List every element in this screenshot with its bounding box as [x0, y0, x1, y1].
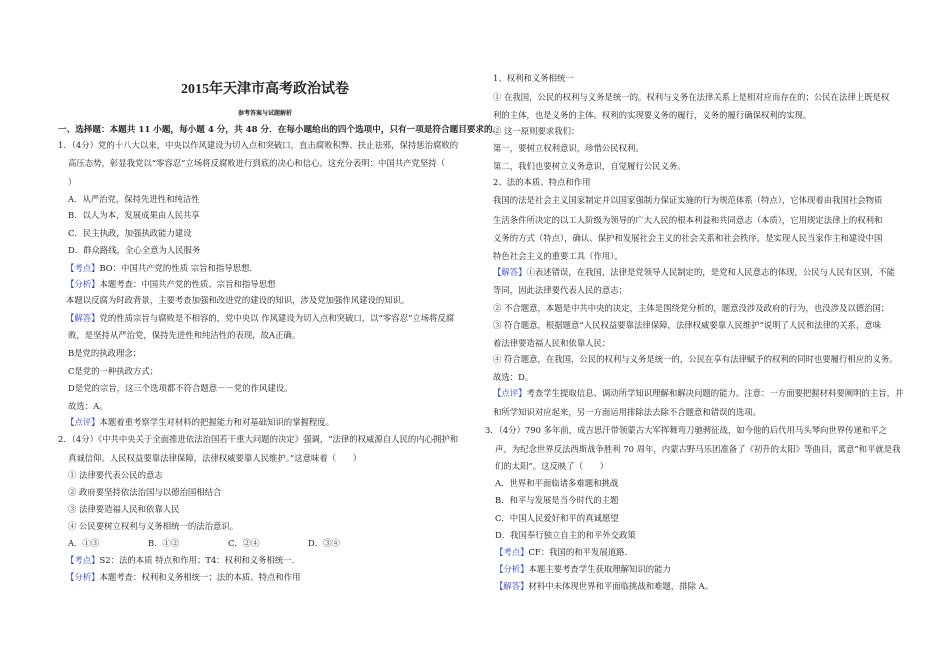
line-text: ①表述错误，在我国，法律是党领导人民制定的，是党和人民意志的体现，公民与人民有区别，不能: [526, 267, 895, 277]
line-text: ② 不合题意，本题是中共中央的决定，主体是围绕党分析的，题意没涉及政府的行为，也没涉及以德治国；: [493, 303, 890, 313]
text-line: [493, 195, 882, 205]
text-line: [493, 215, 882, 225]
text-line: [493, 320, 881, 330]
line-text: 本题考查：中国共产党的性质、宗旨和指导思想: [99, 279, 276, 289]
text-line: [493, 372, 533, 382]
line-text: 生活条件所决定的以工人阶级为领导的广大人民的根本利益和共同意志（本质），它用规定法律上的权利和: [493, 215, 883, 225]
text-line: [493, 285, 627, 295]
text-line: [495, 581, 713, 591]
line-text: 等同，因此法律要代表人民的意志；: [493, 285, 627, 295]
line-text: 声。为纪念世界反法西斯战争胜利 70 周年，内蒙古野马乐团准备了《初升的太阳》等曲目，寓意“和平就是我: [495, 444, 901, 454]
answer-option: C．②④: [228, 538, 260, 548]
line-text: 特色社会主义的重要工具（作用）。: [493, 251, 623, 261]
text-line: [68, 504, 180, 514]
section-tag: 【解答】: [493, 267, 527, 277]
line-text: 本题以反腐为时政背景，主要考查加强和改进党的建设的知识，涉及党加强作风建设的知识。: [66, 295, 410, 305]
text-line: [495, 547, 627, 557]
line-text: S2：法的本质 特点和作用；T4：权利和义务相统一.: [99, 555, 295, 565]
section-tag: 【考点】: [495, 547, 529, 557]
line-text: ④ 符合题意，在我国，公民的权利与义务是统一的，公民在享有法律赋予的权利的同时也要履行相应的义务。: [493, 354, 898, 364]
line-text: 败，是坚持从严治党，保持先进性和纯洁性的表现，故A正确。: [68, 330, 301, 340]
line-text: ① 在我国，公民的权利与义务是统一的。权利与义务在法律关系上是相对应而存在的；公民在法律上既是权: [493, 92, 890, 102]
line-text: 第二，我们也要树立义务意识，自觉履行公民义务。: [493, 161, 686, 171]
text-line: [493, 143, 644, 153]
line-text: C．中国人民爱好和平的真诚愿望: [495, 513, 619, 523]
section-tag: 【分析】: [495, 564, 529, 574]
text-line: [68, 194, 200, 204]
line-text: D．我国奉行独立自主的和平外交政策: [495, 530, 636, 540]
line-text: 1、权利和义务相统一: [493, 73, 574, 83]
text-line: [68, 538, 388, 548]
text-line: [66, 555, 294, 565]
section-tag: 【解答】: [66, 313, 100, 323]
text-line: [58, 140, 458, 150]
line-text: 本题着重考察学生对材料的把握能力和对基础知识的掌握程度。: [99, 417, 334, 427]
line-text: ）: [68, 177, 77, 187]
line-text: D是党的宗旨，这三个选项都不符合题意－－党的作风建设。: [68, 383, 293, 393]
text-line: [66, 279, 275, 289]
text-line: [68, 245, 200, 255]
line-text: 考查学生提取信息、调动所学知识理解和解决问题的能力。注意：一方面要把握材料要阐明的主旨，并: [526, 388, 904, 398]
line-text: 义务的方式（特点），确认、保护和发展社会主义的社会关系和社会秩序，是实现人民当家作主和建设中国: [493, 233, 883, 243]
line-text: 们的太阳”。这反映了（ ）: [495, 461, 609, 471]
text-line: [493, 251, 623, 261]
text-line: [493, 161, 686, 171]
page-subtitle: 参考答案与试题解析: [237, 110, 292, 117]
text-line: [68, 228, 192, 238]
line-text: ① 法律要代表公民的意志: [68, 470, 163, 480]
text-line: [68, 366, 158, 376]
line-text: 1．（4分）党的十八大以来，中央以作风建设为切入点和突破口，直击腐败积弊、扶止祛邪，保持惩治腐败的: [58, 140, 459, 150]
section-tag: 【点评】: [493, 388, 527, 398]
line-text: BO：中国共产党的性质 宗旨和指导思想.: [99, 263, 252, 273]
section-tag: 【分析】: [66, 572, 100, 582]
line-text: 高压态势，彰显我党以“零容忍”立场将反腐败进行到底的决心和信心。这充分表明：中国共产党坚持（: [68, 158, 446, 168]
line-text: ④ 公民要树立权利与义务相统一的法治意识。: [68, 521, 239, 531]
text-line: [66, 263, 252, 273]
text-line: [495, 513, 619, 523]
line-text: 利的主体，也是义务的主体。权利的实现要义务的履行，义务的履行确保权利的实现。: [493, 110, 812, 120]
text-line: [493, 267, 895, 277]
line-text: ② 这一原则要求我们：: [493, 126, 580, 136]
line-text: B．和平与发展是当今时代的主题: [495, 495, 619, 505]
page-title: 2015年天津市高考政治试卷: [181, 82, 349, 97]
text-line: [68, 487, 221, 497]
text-line: [68, 453, 361, 463]
text-line: [493, 407, 761, 417]
text-line: [493, 126, 579, 136]
line-text: 和所学知识对应起来，另一方面运用排除法去除不合题意和错误的选项。: [493, 407, 761, 417]
text-line: [68, 348, 141, 358]
line-text: B是党的执政理念；: [68, 348, 142, 358]
line-text: 党的性质宗旨与腐败是不相容的，党中央以 作风建设为切入点和突破口，以“零容忍”立场将反腐: [99, 313, 455, 323]
line-text: 材料中未体现世界和平面临挑战和难题，排除 A。: [528, 581, 714, 591]
line-text: 2、法的本质、特点和作用: [493, 177, 591, 187]
text-line: [68, 177, 76, 187]
line-text: 本题考查：权利和义务相统一；法的本质、特点和作用: [99, 572, 301, 582]
answer-option: B．①②: [148, 538, 180, 548]
line-text: A．从严治党，保持先进性和纯洁性: [68, 194, 200, 204]
line-text: 本题主要考查学生获取理解知识的能力: [528, 564, 671, 574]
text-line: [495, 530, 636, 540]
text-line: [66, 313, 454, 323]
text-line: [68, 401, 108, 411]
section-tag: 【考点】: [66, 555, 100, 565]
text-line: [66, 417, 334, 427]
section-tag: 【考点】: [66, 263, 100, 273]
text-line: [493, 388, 903, 398]
line-text: 2．（4分）《中共中央关于全面推进依法治国若干重大问题的决定》强调，“法律的权威源自人民的内心拥护和: [58, 434, 459, 444]
section-tag: 【点评】: [66, 417, 100, 427]
text-line: [493, 92, 889, 102]
line-text: C．民主执政，加强执政能力建设: [68, 228, 192, 238]
line-text: 3．（4分）790 多年前，成吉思汗带领蒙古大军挥舞弯刀驰骋征战，如今他的后代用马头琴向世界传递和平之: [485, 425, 887, 435]
text-line: [66, 572, 301, 582]
line-text: A．世界和平面临诸多难题和挑战: [495, 478, 619, 488]
text-line: [493, 177, 590, 187]
text-line: [493, 303, 889, 313]
line-text: ② 政府要坚持依法治国与以德治国相结合: [68, 487, 222, 497]
text-line: [493, 73, 574, 83]
line-text: 故选：A。: [68, 401, 108, 411]
line-text: C是党的一种执政方式；: [68, 366, 159, 376]
section-heading: 一、选择题：本题共 11 小题，每小题 4 分，共 48 分．在每小题给出的四个选项中，只有一项是符合题目要求的．: [58, 125, 502, 135]
line-text: 我国的法是社会主义国家制定并以国家强制力保证实施的行为规范体系（特点），它体现着由我国社会物质: [493, 195, 883, 205]
line-text: 真诚信仰。人民权益要靠法律保障，法律权威要靠人民维护。”这意味着（ ）: [68, 453, 362, 463]
text-line: [495, 461, 608, 471]
text-line: [485, 425, 887, 435]
text-line: [495, 495, 618, 505]
section-tag: 【解答】: [495, 581, 529, 591]
section-tag: 【分析】: [66, 279, 100, 289]
text-line: [68, 210, 200, 220]
text-line: [493, 338, 610, 348]
line-text: 第一，要树立权利意识，珍惜公民权利。: [493, 143, 644, 153]
text-line: [493, 110, 811, 120]
line-text: D．群众路线，全心全意为人民服务: [68, 245, 201, 255]
text-line: [495, 444, 901, 454]
text-line: [493, 233, 882, 243]
line-text: ③ 法律要造福人民和依靠人民: [68, 504, 180, 514]
text-line: [493, 354, 898, 364]
text-line: [66, 295, 409, 305]
line-text: B．以人为本，发展成果由人民共享: [68, 210, 200, 220]
line-text: ③ 符合题意，根据题意“人民权益要靠法律保障，法律权威要靠人民维护”说明了人民和法律的关系，意味: [493, 320, 882, 330]
line-text: 故选：D。: [493, 372, 534, 382]
line-text: 着法律要造福人民和依靠人民；: [493, 338, 611, 348]
text-line: [68, 521, 238, 531]
text-line: [495, 564, 671, 574]
text-line: [68, 470, 163, 480]
text-line: [68, 383, 292, 393]
line-text: CF：我国的和平发展道路.: [528, 547, 628, 557]
text-line: [495, 478, 618, 488]
answer-option: A．①③: [68, 538, 100, 548]
answer-option: D．③④: [308, 538, 340, 548]
text-line: [68, 158, 445, 168]
text-line: [58, 434, 458, 444]
text-line: [68, 330, 300, 340]
